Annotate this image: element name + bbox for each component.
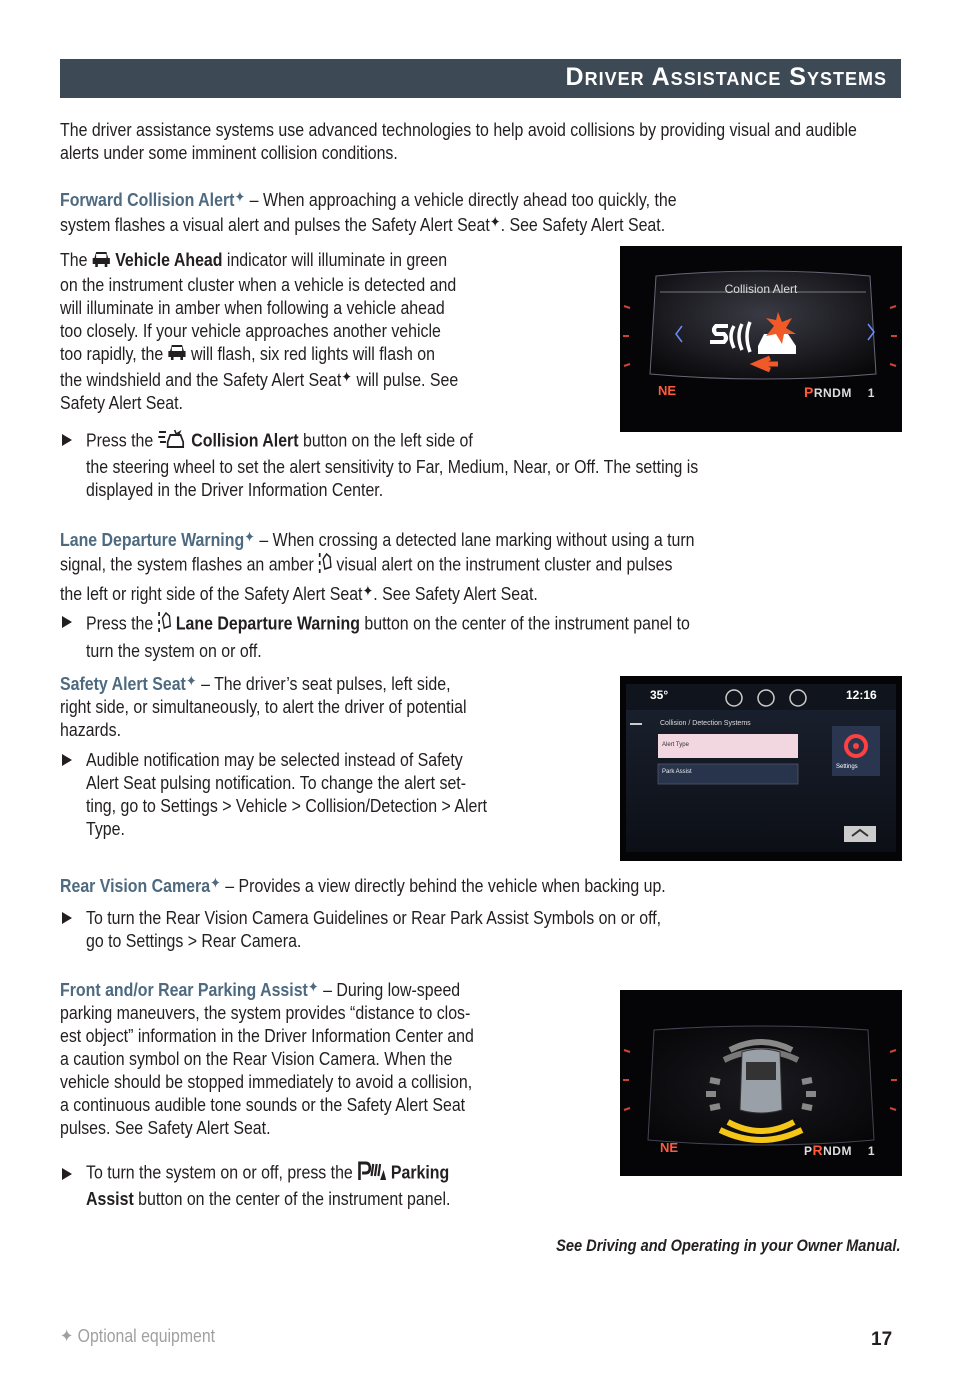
intro-text: The driver assistance systems use advanced technologies to help avoid collisions by providing visual and audible alerts under some imminent collision conditions. [60,119,857,163]
ldw-line1: – When crossing a detected lane marking without using a turn [254,529,695,550]
page-number: 17 [871,1329,893,1350]
ldw-bullet-paragraph [86,610,903,662]
parking-assist-icon [357,1160,386,1187]
rpa-bullet-bold2: Assist [86,1188,134,1209]
ldw-bullet-bold: Lane Departure Warning [175,612,360,634]
screen2-settings: Settings [836,764,858,770]
fca-line5b: will flash, six red lights will flash on [186,342,436,364]
fca-indicator-paragraph [60,248,610,414]
ldw-line3b: . See Safety Alert Seat. [373,583,538,604]
screen3-gear-p: P [804,1144,813,1158]
lane-departure-icon [318,551,332,580]
rpa-line4: a caution symbol on the Rear Vision Camera. When the [60,1048,453,1069]
fca-desc-1: – When approaching a vehicle directly ahead too quickly, the [245,189,677,210]
section-header-bar [60,59,901,98]
collision-alert-label: Collision Alert [191,429,299,451]
rpa-paragraph [60,976,628,1139]
vehicle-ahead-label: Vehicle Ahead [115,249,223,270]
rvc-bullet-line2: go to Settings > Rear Camera. [86,930,302,951]
screen3-gear-rest: NDM [823,1144,852,1158]
optional-star: ✦ [489,214,501,231]
fca-line4: too closely. If your vehicle approaches another vehicle [60,319,441,341]
rvc-bullet-line1: To turn the Rear Vision Camera Guidelines or Rear Park Assist Symbols on or off, [86,907,662,928]
rpa-line7: pulses. See Safety Alert Seat. [60,1117,271,1138]
sas-bullet-line2: Alert Seat pulsing notification. To change the alert set- [86,772,467,793]
rpa-bullet-line1a: To turn the system on or off, press the [86,1161,353,1183]
fca-title: Forward Collision Alert [60,189,235,210]
optional-star: ✦ [244,529,255,546]
intro-paragraph [60,118,868,164]
rpa-title: Front and/or Rear Parking Assist [60,979,308,1000]
rpa-line3: est object” information in the Driver Information Center and [60,1025,474,1046]
rvc-paragraph [60,872,920,897]
rpa-bullet-bold1: Parking [390,1161,450,1183]
vehicle-ahead-icon [92,250,111,273]
fca-desc-2: system flashes a visual alert and pulses the Safety Alert Seat [60,214,490,235]
fca-line6a: the windshield and the Safety Alert Seat [60,369,342,391]
sas-bullet-paragraph [86,748,628,840]
ldw-title: Lane Departure Warning [60,529,245,550]
page-title: Driver Assistance Systems [565,63,887,91]
bullet-arrow [62,754,72,766]
optional-star: ✦ [362,583,374,600]
optional-star: ✦ [341,369,353,387]
optional-star: ✦ [210,875,221,892]
lane-departure-icon [158,610,172,639]
screen3-compass: NE [660,1140,679,1155]
rpa-bullet-paragraph [86,1160,645,1210]
ldw-bullet-press: Press the [86,612,154,634]
optional-star: ✦ [234,189,246,206]
rvc-line1: – Provides a view directly behind the vehicle when backing up. [220,875,666,896]
screen3-gear-num: 1 [867,1144,875,1158]
ldw-paragraph [60,526,911,605]
fca-line3: will illuminate in amber when following a vehicle ahead [60,296,445,318]
screen1-title: Collision Alert [724,282,798,296]
ldw-line2b: visual alert on the instrument cluster and pulses [331,553,673,575]
rvc-bullet-paragraph [86,906,903,952]
sas-paragraph [60,670,619,741]
settings-screen-image [620,676,902,861]
fca-bullet-press: Press the [86,429,154,451]
fca-line7: Safety Alert Seat. [60,392,183,414]
fca-bullet-line2: the steering wheel to set the alert sensitivity to Far, Medium, Near, or Off. The setting is [86,456,699,477]
rpa-line6: a continuous audible tone sounds or the Safety Alert Seat [60,1094,466,1115]
sas-title: Safety Alert Seat [60,673,186,694]
rpa-line2: parking maneuvers, the system provides “distance to clos- [60,1002,471,1023]
fca-bullet-line1: button on the left side of [298,429,473,451]
sas-bullet-line1: Audible notification may be selected instead of Safety [86,749,463,770]
sas-bullet-line4: Type. [86,818,125,839]
optional-star: ✦ [307,979,319,996]
fca-bullet-line3: displayed in the Driver Information Center. [86,479,384,500]
screen2-menu-title: Collision / Detection Systems [660,720,751,727]
optional-star: ✦ [185,673,197,690]
bullet-arrow [62,616,72,628]
screen3-gear-r: R [812,1142,824,1158]
bullet-arrow [62,434,72,446]
screen2-park-assist: Park Assist [662,769,692,775]
collision-alert-screen-image [620,246,902,432]
optional-equipment-note: ✦ Optional equipment [60,1326,216,1346]
fca-the: The [60,249,88,270]
fca-line2: on the instrument cluster when a vehicle is detected and [60,273,457,295]
ldw-line2a: signal, the system flashes an amber [60,553,314,575]
sas-bullet-line3: ting, go to Settings > Vehicle > Collision/Detection > Alert [86,795,488,816]
screen1-gear [804,384,875,400]
screen2-temp: 35° [650,688,669,702]
bullet-arrow [62,912,72,924]
fca-line1: indicator will illuminate in green [222,249,448,270]
screen2-alert-type: Alert Type [662,742,689,748]
screen2-time: 12:16 [846,688,877,702]
rpa-line1: – During low-speed [318,979,461,1000]
owner-manual-reference: See Driving and Operating in your Owner Manual. [556,1236,901,1255]
ldw-bullet-line1: button on the center of the instrument panel to [359,612,690,634]
screen1-gear-p: P [804,384,814,400]
rvc-title: Rear Vision Camera [60,875,211,896]
parking-assist-screen-image [620,990,902,1176]
bullet-arrow [62,1168,72,1180]
rpa-line5: vehicle should be stopped immediately to avoid a collision, [60,1071,473,1092]
rpa-bullet-line2: button on the center of the instrument panel. [133,1188,451,1209]
screen1-gear-rest: RNDM [813,386,852,400]
fca-bullet-paragraph [86,428,903,501]
ldw-line3a: the left or right side of the Safety Alert Seat [60,583,363,604]
fca-heading-paragraph [60,186,903,236]
screen1-compass: NE [658,383,677,398]
sas-line2: right side, or simultaneously, to alert the driver of potential [60,696,467,717]
screen1-gear-num: 1 [867,386,875,400]
fca-line6b: will pulse. See [352,369,459,391]
screen3-gear [804,1142,875,1158]
sas-line1: – The driver’s seat pulses, left side, [196,673,451,694]
vehicle-ahead-icon [168,343,187,366]
ldw-bullet-line2: turn the system on or off. [86,640,262,661]
sas-line3: hazards. [60,719,122,740]
fca-line5a: too rapidly, the [60,342,164,364]
fca-desc-2b: . See Safety Alert Seat. [500,214,666,235]
collision-alert-icon [158,428,187,455]
